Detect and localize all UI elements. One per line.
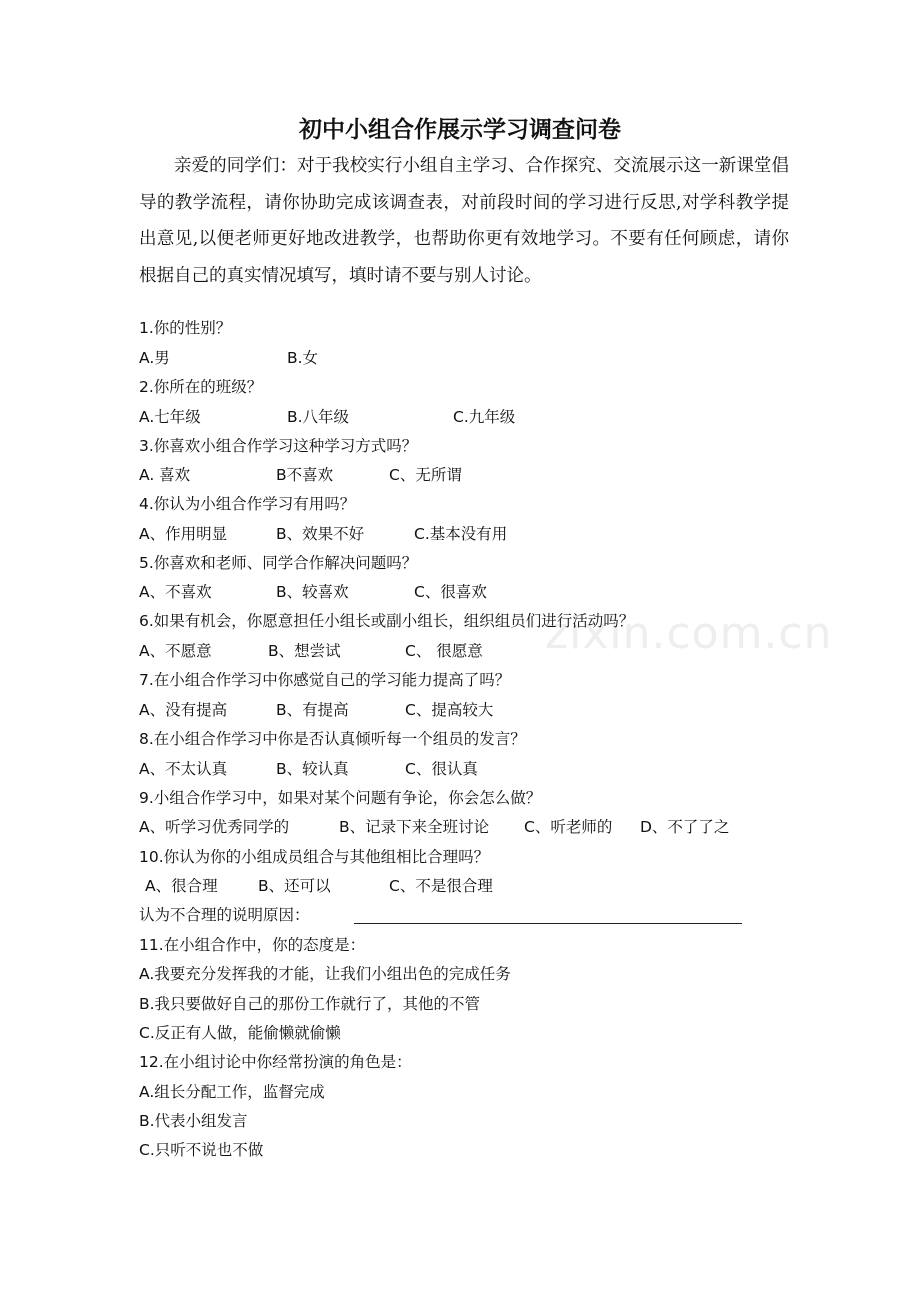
q9-option-a[interactable]: A、听学习优秀同学的 — [139, 818, 290, 836]
question-8: 8.在小组合作学习中你是否认真倾听每一个组员的发言？ — [139, 730, 526, 748]
q8-option-c[interactable]: C、很认真 — [405, 760, 478, 778]
q11-option-a[interactable]: A.我要充分发挥我的才能，让我们小组出色的完成任务 — [139, 965, 511, 983]
q12-option-a[interactable]: A.组长分配工作，监督完成 — [139, 1083, 325, 1101]
q11-option-b[interactable]: B.我只要做好自己的那份工作就行了，其他的不管 — [139, 995, 481, 1013]
watermark: zixin.com.cn — [545, 608, 833, 659]
question-9: 9.小组合作学习中，如果对某个问题有争论，你会怎么做？ — [139, 789, 542, 807]
question-10: 10.你认为你的小组成员组合与其他组相比合理吗？ — [139, 848, 490, 866]
q11-option-c[interactable]: C.反正有人做，能偷懒就偷懒 — [139, 1024, 341, 1042]
q1-option-a[interactable]: A.男 — [139, 349, 170, 367]
q3-option-a[interactable]: A. 喜欢 — [139, 466, 191, 484]
q3-option-b[interactable]: B不喜欢 — [276, 466, 334, 484]
q12-option-b[interactable]: B.代表小组发言 — [139, 1112, 248, 1130]
q8-option-b[interactable]: B、较认真 — [276, 760, 349, 778]
question-1: 1.你的性别？ — [139, 319, 232, 337]
intro-paragraph: 亲爱的同学们：对于我校实行小组自主学习、合作探究、交流展示这一新课堂倡导的教学流程，请你协助完成该调查表，对前段时间的学习进行反思,对学科教学提出意见,以便老师更好地改进教学，也帮助你更有效地学习。不要有任何顾虑，请你根据自己的真实情况填写，填时请不要与别人讨论。 — [139, 156, 789, 286]
q8-option-a[interactable]: A、不太认真 — [139, 760, 228, 778]
question-12: 12.在小组讨论中你经常扮演的角色是： — [139, 1053, 412, 1071]
question-3: 3.你喜欢小组合作学习这种学习方式吗？ — [139, 437, 418, 455]
q10-option-c[interactable]: C、不是很合理 — [389, 877, 493, 895]
q1-option-b[interactable]: B.女 — [287, 349, 319, 367]
q2-option-b[interactable]: B.八年级 — [287, 408, 350, 426]
question-6: 6.如果有机会，你愿意担任小组长或副小组长，组织组员们进行活动吗？ — [139, 612, 635, 630]
q9-option-d[interactable]: D、不了了之 — [640, 818, 730, 836]
q10-option-b[interactable]: B、还可以 — [258, 877, 331, 895]
q10-reason-label: 认为不合理的说明原因： — [139, 906, 310, 924]
q10-option-a[interactable]: A、很合理 — [145, 877, 218, 895]
q9-option-c[interactable]: C、听老师的 — [524, 818, 613, 836]
question-2: 2.你所在的班级？ — [139, 378, 263, 396]
q10-reason-blank[interactable] — [354, 923, 742, 924]
q3-option-c[interactable]: C、无所谓 — [389, 466, 462, 484]
q7-option-a[interactable]: A、没有提高 — [139, 701, 228, 719]
q6-option-b[interactable]: B、想尝试 — [268, 642, 341, 660]
q9-option-b[interactable]: B、记录下来全班讨论 — [339, 818, 490, 836]
q2-option-a[interactable]: A.七年级 — [139, 408, 201, 426]
q7-option-b[interactable]: B、有提高 — [276, 701, 349, 719]
q5-option-b[interactable]: B、较喜欢 — [276, 583, 349, 601]
q5-option-c[interactable]: C、很喜欢 — [414, 583, 487, 601]
q2-option-c[interactable]: C.九年级 — [453, 408, 516, 426]
question-5: 5.你喜欢和老师、同学合作解决问题吗？ — [139, 554, 418, 572]
q6-option-c[interactable]: C、 很愿意 — [405, 642, 483, 660]
question-4: 4.你认为小组合作学习有用吗？ — [139, 495, 356, 513]
question-11: 11.在小组合作中，你的态度是： — [139, 936, 366, 954]
q7-option-c[interactable]: C、提高较大 — [405, 701, 494, 719]
q4-option-b[interactable]: B、效果不好 — [276, 525, 365, 543]
q6-option-a[interactable]: A、不愿意 — [139, 642, 212, 660]
q12-option-c[interactable]: C.只听不说也不做 — [139, 1141, 264, 1159]
q5-option-a[interactable]: A、不喜欢 — [139, 583, 212, 601]
page-title: 初中小组合作展示学习调查问卷 — [299, 116, 621, 143]
q4-option-a[interactable]: A、作用明显 — [139, 525, 228, 543]
q4-option-c[interactable]: C.基本没有用 — [414, 525, 508, 543]
question-7: 7.在小组合作学习中你感觉自己的学习能力提高了吗？ — [139, 671, 511, 689]
